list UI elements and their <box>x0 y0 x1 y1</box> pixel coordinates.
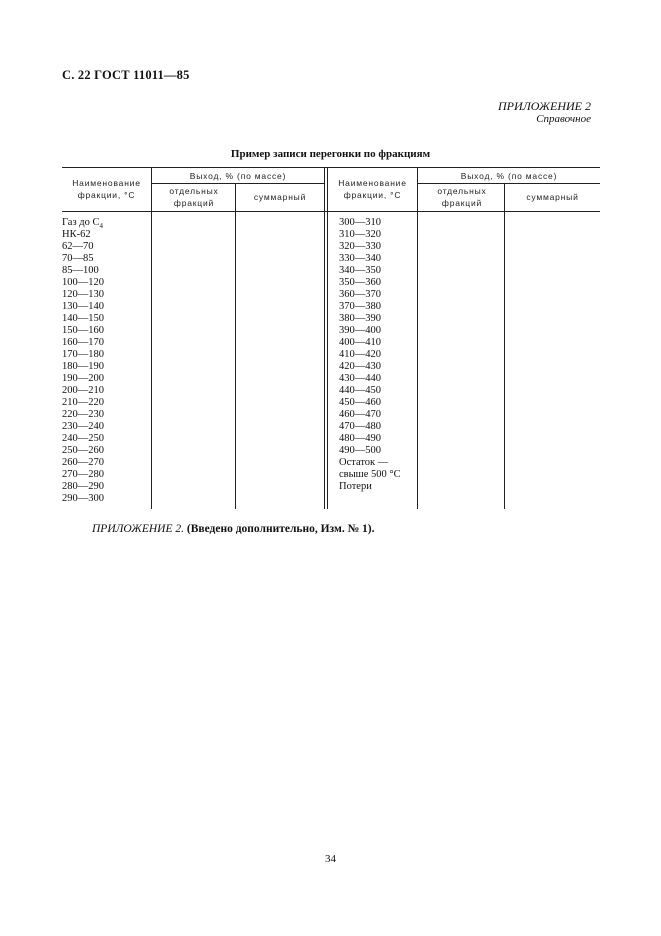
list-item: 380—390 <box>339 313 381 324</box>
appendix-note <box>92 523 374 535</box>
appendix-title: ПРИЛОЖЕНИЕ 2 <box>498 99 591 113</box>
header-individual-left: отдельных фракций <box>169 186 219 208</box>
list-item: 450—460 <box>339 397 381 408</box>
list-item: 320—330 <box>339 241 381 252</box>
list-item: 190—200 <box>62 373 104 384</box>
list-item: 440—450 <box>339 385 381 396</box>
list-item: 170—180 <box>62 349 104 360</box>
list-item: 250—260 <box>62 445 104 456</box>
header-name-left: Наименование фракции, °С <box>72 178 141 200</box>
list-item: 310—320 <box>339 229 381 240</box>
col-divider-3b <box>327 167 328 509</box>
list-item: свыше 500 °С <box>339 469 401 480</box>
col-divider-1 <box>151 167 152 509</box>
list-item: 480—490 <box>339 433 381 444</box>
list-item: 100—120 <box>62 277 104 288</box>
list-item: 240—250 <box>62 433 104 444</box>
header-cumulative-right: суммарный <box>526 192 579 202</box>
list-item: 140—150 <box>62 313 104 324</box>
list-item: 120—130 <box>62 289 104 300</box>
subheader-rule-left <box>151 183 324 184</box>
header-name-right: Наименование фракции, °С <box>338 178 407 200</box>
col-divider-3 <box>324 167 325 509</box>
list-item: 280—290 <box>62 481 104 492</box>
note-label: ПРИЛОЖЕНИЕ 2. <box>92 523 184 535</box>
list-item: 410—420 <box>339 349 381 360</box>
list-item: 270—280 <box>62 469 104 480</box>
list-item: 210—220 <box>62 397 104 408</box>
list-item: 160—170 <box>62 337 104 348</box>
header-yield-left: Выход, % (по массе) <box>189 171 287 181</box>
col-divider-4 <box>417 167 418 509</box>
list-item: 470—480 <box>339 421 381 432</box>
col-divider-5 <box>504 183 505 509</box>
table-title: Пример записи перегонки по фракциям <box>230 148 431 160</box>
header-individual-right: отдельных фракций <box>437 186 487 208</box>
list-item: 230—240 <box>62 421 104 432</box>
table-top-rule <box>62 167 600 168</box>
list-item: 300—310 <box>339 217 381 228</box>
list-item: Остаток — <box>339 457 389 468</box>
list-item: 390—400 <box>339 325 381 336</box>
list-item: 70—85 <box>62 253 94 264</box>
header-bottom-rule <box>62 211 600 212</box>
list-item: 260—270 <box>62 457 104 468</box>
list-item: НК-62 <box>62 229 91 240</box>
list-item: Газ до $С_4$ <box>62 217 103 231</box>
page-header: С. 22 ГОСТ 11011—85 <box>62 68 190 82</box>
appendix-subtitle: Справочное <box>536 113 591 125</box>
right-fraction-column <box>339 217 401 493</box>
list-item: 180—190 <box>62 361 104 372</box>
list-item: 290—300 <box>62 493 104 504</box>
page-number: 34 <box>325 853 336 865</box>
list-item: 400—410 <box>339 337 381 348</box>
list-item: 200—210 <box>62 385 104 396</box>
list-item: 130—140 <box>62 301 104 312</box>
subheader-rule-right <box>417 183 600 184</box>
list-item: 220—230 <box>62 409 104 420</box>
list-item: 350—360 <box>339 277 381 288</box>
fractions-table <box>62 167 600 509</box>
list-item: 85—100 <box>62 265 99 276</box>
list-item: 490—500 <box>339 445 381 456</box>
note-text: (Введено дополнительно, Изм. № 1). <box>186 523 375 535</box>
list-item: 62—70 <box>62 241 94 252</box>
list-item: 370—380 <box>339 301 381 312</box>
appendix-block <box>498 100 591 126</box>
list-item: 340—350 <box>339 265 381 276</box>
list-item: 330—340 <box>339 253 381 264</box>
left-fraction-column <box>62 217 104 505</box>
list-item: 360—370 <box>339 289 381 300</box>
list-item: 420—430 <box>339 361 381 372</box>
header-cumulative-left: суммарный <box>253 192 307 202</box>
list-item: 430—440 <box>339 373 381 384</box>
col-divider-2 <box>235 183 236 509</box>
list-item: Потери <box>339 481 372 492</box>
list-item: 460—470 <box>339 409 381 420</box>
header-yield-right: Выход, % (по массе) <box>460 171 558 181</box>
list-item: 150—160 <box>62 325 104 336</box>
